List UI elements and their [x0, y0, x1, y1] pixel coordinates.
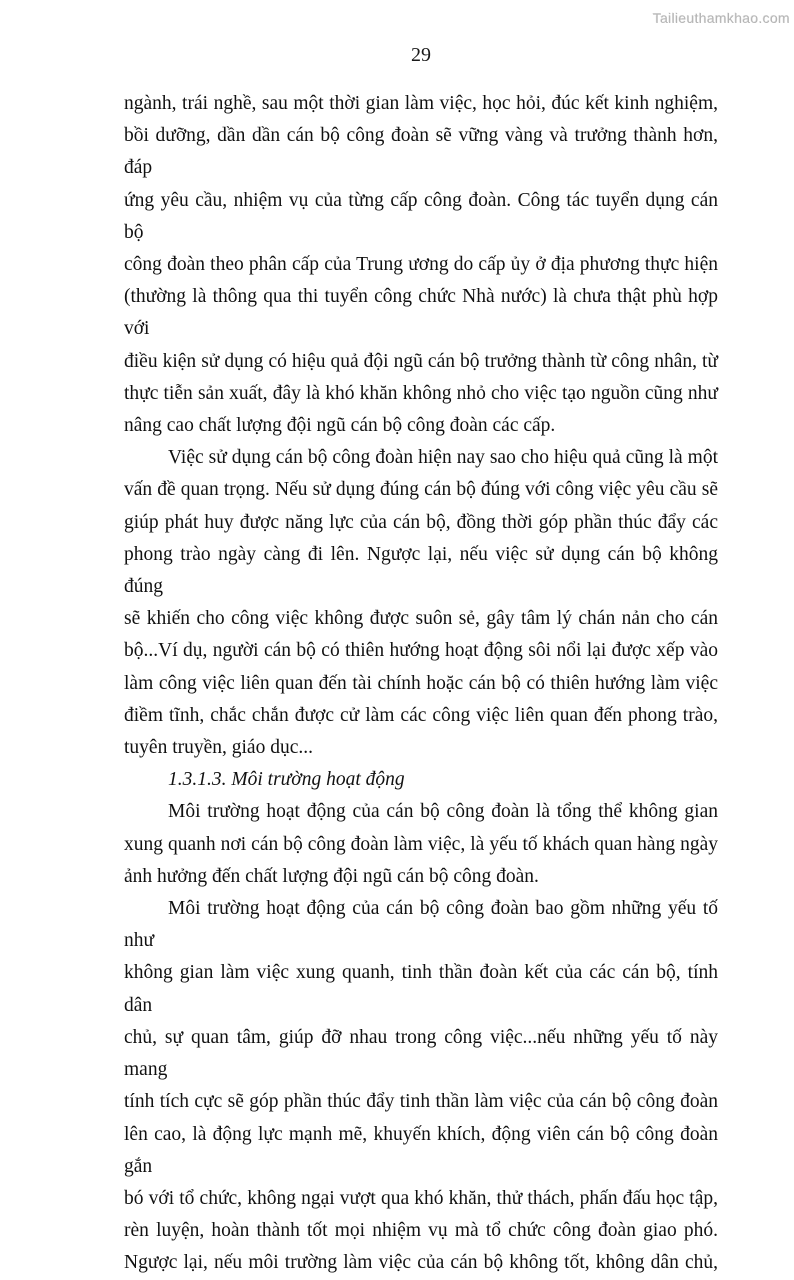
text-line: vấn đề quan trọng. Nếu sử dụng đúng cán bộ đúng với công việc yêu cầu sẽ [124, 479, 718, 501]
text-line: không gian làm việc xung quanh, tinh thần đoàn kết của các cán bộ, tính dân [124, 962, 718, 1016]
text-line: giúp phát huy được năng lực của cán bộ, đồng thời góp phần thúc đẩy các [124, 511, 718, 533]
text-line: Ngược lại, nếu môi trường làm việc của cán bộ không tốt, không dân chủ, [124, 1252, 718, 1274]
text-line: ảnh hưởng đến chất lượng đội ngũ cán bộ công đoàn. [124, 865, 539, 887]
text-line: rèn luyện, hoàn thành tốt mọi nhiệm vụ mà tổ chức công đoàn giao phó. [124, 1220, 718, 1242]
text-line: thực tiễn sản xuất, đây là khó khăn không nhỏ cho việc tạo nguồn cũng như [124, 382, 718, 404]
text-line: điều kiện sử dụng có hiệu quả đội ngũ cán bộ trưởng thành từ công nhân, từ [124, 350, 718, 372]
text-line: ứng yêu cầu, nhiệm vụ của từng cấp công đoàn. Công tác tuyển dụng cán bộ [124, 189, 718, 243]
text-line: Môi trường hoạt động của cán bộ công đoàn là tổng thể không gian [168, 801, 718, 823]
text-line: Môi trường hoạt động của cán bộ công đoàn bao gồm những yếu tố như [124, 898, 718, 952]
text-line: nâng cao chất lượng đội ngũ cán bộ công đoàn các cấp. [124, 415, 556, 437]
text-line: bộ...Ví dụ, người cán bộ có thiên hướng hoạt động sôi nổi lại được xếp vào [124, 640, 718, 662]
text-line: tính tích cực sẽ góp phần thúc đẩy tinh thần làm việc của cán bộ công đoàn [124, 1091, 718, 1113]
text-line: bó với tổ chức, không ngại vượt qua khó khăn, thử thách, phấn đấu học tập, [124, 1187, 718, 1209]
section-heading: 1.3.1.3. Môi trường hoạt động [168, 769, 405, 791]
text-line: làm công việc liên quan đến tài chính hoặc cán bộ có thiên hướng làm việc [124, 672, 718, 694]
text-line: Việc sử dụng cán bộ công đoàn hiện nay sao cho hiệu quả cũng là một [168, 447, 718, 469]
text-line: phong trào ngày càng đi lên. Ngược lại, nếu việc sử dụng cán bộ không đúng [124, 543, 718, 598]
text-line: lên cao, là động lực mạnh mẽ, khuyến khích, động viên cán bộ công đoàn gắn [124, 1123, 718, 1177]
text-line: công đoàn theo phân cấp của Trung ương do cấp ủy ở địa phương thực hiện [124, 254, 718, 276]
text-line: (thường là thông qua thi tuyển công chức Nhà nước) là chưa thật phù hợp với [124, 286, 718, 340]
text-line: xung quanh nơi cán bộ công đoàn làm việc, là yếu tố khách quan hàng ngày [124, 833, 718, 855]
page-number: 29 [411, 44, 431, 66]
text-line: điềm tĩnh, chắc chắn được cử làm các công việc liên quan đến phong trào, [124, 704, 718, 726]
text-line: ngành, trái nghề, sau một thời gian làm việc, học hỏi, đúc kết kinh nghiệm, [124, 93, 718, 114]
text-line: bồi dưỡng, dần dần cán bộ công đoàn sẽ vững vàng và trưởng thành hơn, đáp [124, 125, 718, 179]
text-line: tuyên truyền, giáo dục... [124, 737, 313, 759]
text-line: chủ, sự quan tâm, giúp đỡ nhau trong công việc...nếu những yếu tố này mang [124, 1026, 718, 1081]
document-body [124, 88, 718, 1280]
watermark-text: Tailieuthamkhao.com [652, 10, 790, 26]
text-line: sẽ khiến cho công việc không được suôn sẻ, gây tâm lý chán nản cho cán [124, 608, 718, 630]
